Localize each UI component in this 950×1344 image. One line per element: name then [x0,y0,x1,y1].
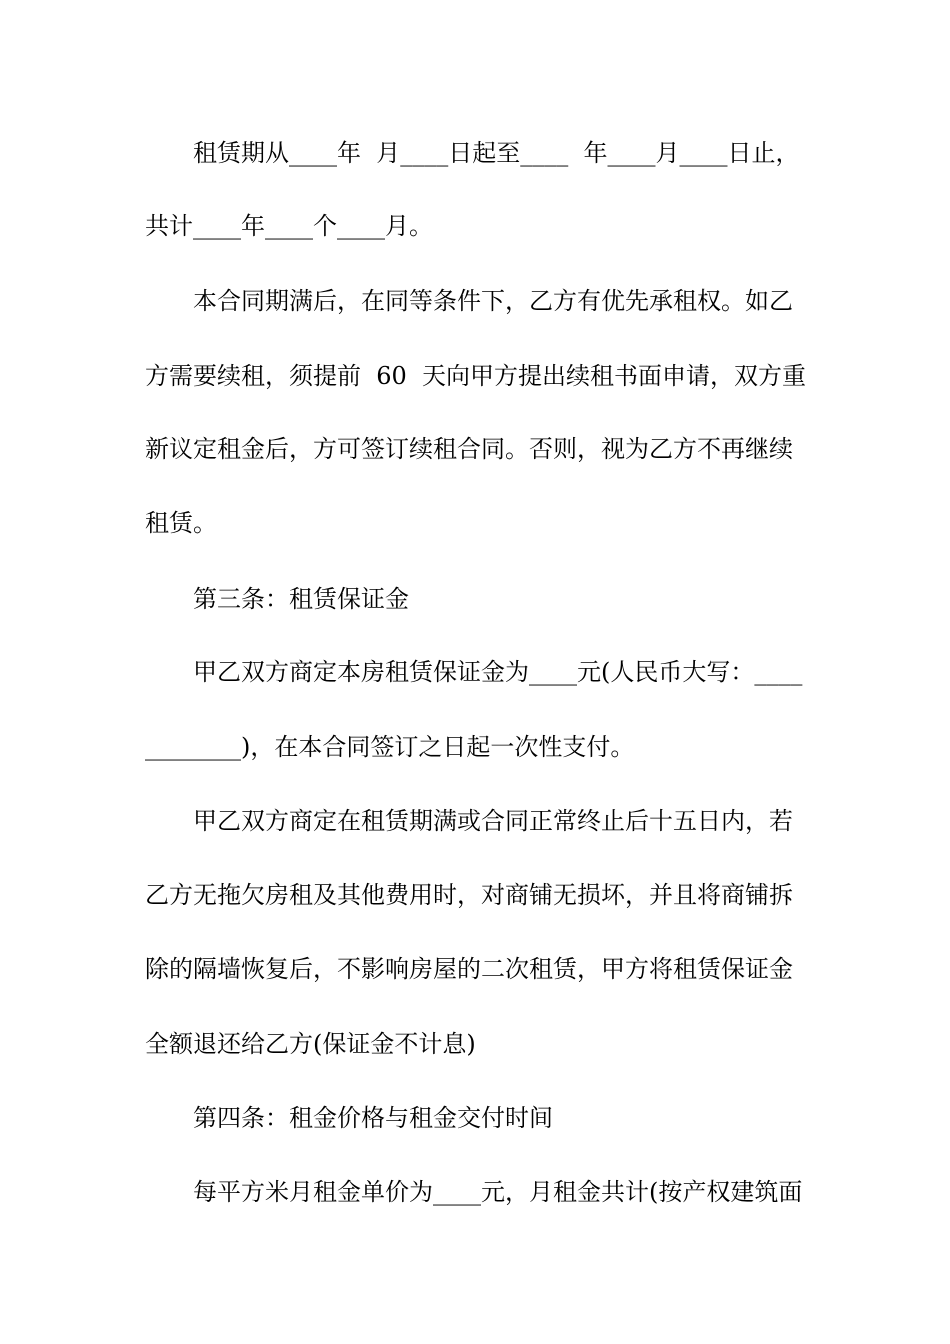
line-rent-price: 每平方米月租金单价为____元，月租金共计(按产权建筑面 [193,1178,803,1206]
line-deposit-return-2: 乙方无拖欠房租及其他费用时，对商铺无损坏，并且将商铺拆 [145,881,793,909]
line-renewal-4: 租赁。 [145,509,217,537]
line-deposit-return-3: 除的隔墙恢复后，不影响房屋的二次租赁，甲方将租赁保证金 [145,955,793,983]
line-renewal-3: 新议定租金后，方可签订续租合同。否则，视为乙方不再继续 [145,435,793,463]
line-rental-period: 租赁期从____年 月____日起至____ 年____月____日止， [193,139,800,167]
section-heading-article-3: 第三条：租赁保证金 [193,585,409,613]
section-heading-article-4: 第四条：租金价格与租金交付时间 [193,1104,553,1132]
line-renewal-1: 本合同期满后，在同等条件下，乙方有优先承租权。如乙 [193,287,793,315]
line-deposit-2: ________)，在本合同签订之日起一次性支付。 [145,733,635,761]
line-deposit-return-1: 甲乙双方商定在租赁期满或合同正常终止后十五日内，若 [193,807,793,835]
line-deposit-return-4: 全额退还给乙方(保证金不计息) [145,1030,476,1058]
line-renewal-2: 方需要续租，须提前 60 天向甲方提出续租书面申请，双方重 [145,362,807,390]
line-deposit-1: 甲乙双方商定本房租赁保证金为____元(人民币大写：____ [193,658,803,686]
line-total-duration: 共计____年____个____月。 [145,212,433,240]
